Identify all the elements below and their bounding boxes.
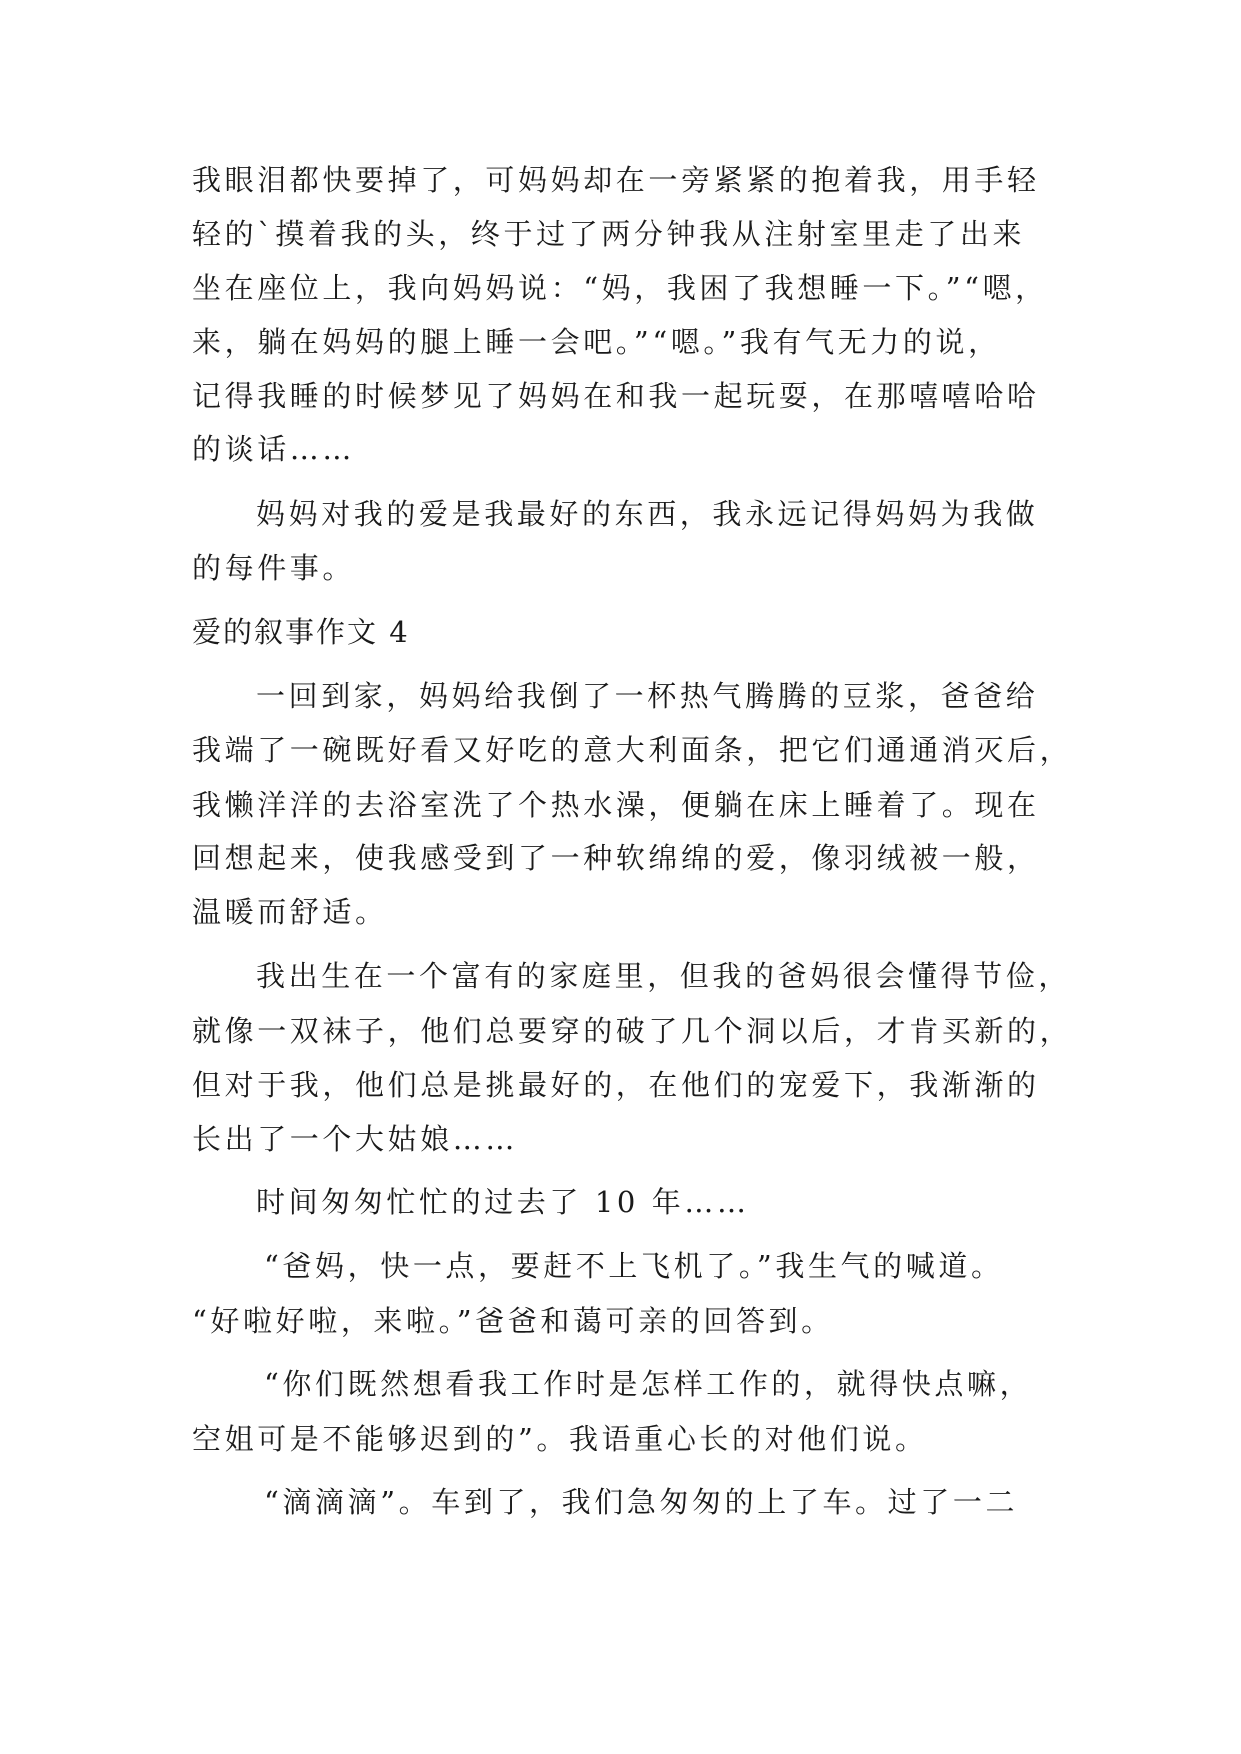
- text-line: 妈妈对我的爱是我最好的东西，我永远记得妈妈为我做: [256, 497, 1039, 531]
- text-line: 记得我睡的时候梦见了妈妈在和我一起玩耍，在那嘻嘻哈哈: [192, 379, 1040, 413]
- text-line: 来，躺在妈妈的腿上睡一会吧。”“嗯。”我有气无力的说，: [192, 325, 1001, 359]
- text-line: “滴滴滴”。车到了，我们急匆匆的上了车。过了一二: [264, 1485, 1019, 1519]
- text-line: 但对于我，他们总是挑最好的，在他们的宠爱下，我渐渐的: [192, 1068, 1040, 1102]
- text-line: 坐在座位上，我向妈妈说：“妈，我困了我想睡一下。”“嗯，: [192, 271, 1048, 305]
- text-line: “爸妈，快一点，要赶不上飞机了。”我生气的喊道。: [264, 1249, 1004, 1283]
- text-line: 一回到家，妈妈给我倒了一杯热气腾腾的豆浆，爸爸给: [256, 679, 1039, 713]
- text-line: 的谈话……: [192, 432, 356, 466]
- text-line: 长出了一个大姑娘……: [192, 1122, 519, 1156]
- text-line: 轻的`摸着我的头，终于过了两分钟我从注射室里走了出来: [192, 217, 1026, 251]
- text-line: 的每件事。: [192, 551, 356, 585]
- text-line: 我端了一碗既好看又好吃的意大利面条，把它们通通消灭后，: [192, 733, 1073, 767]
- text-line: “好啦好啦，来啦。”爸爸和蔼可亲的回答到。: [192, 1304, 834, 1338]
- text-line: 我眼泪都快要掉了，可妈妈却在一旁紧紧的抱着我，用手轻: [192, 163, 1040, 197]
- text-line: 空姐可是不能够迟到的”。我语重心长的对他们说。: [192, 1422, 928, 1456]
- section-heading: 爱的叙事作文 4: [192, 615, 410, 649]
- text-line: 就像一双袜子，他们总要穿的破了几个洞以后，才肯买新的，: [192, 1014, 1073, 1048]
- text-line: 回想起来，使我感受到了一种软绵绵的爱，像羽绒被一般，: [192, 841, 1040, 875]
- text-line: 我懒洋洋的去浴室洗了个热水澡，便躺在床上睡着了。现在: [192, 788, 1040, 822]
- text-line: 我出生在一个富有的家庭里，但我的爸妈很会懂得节俭，: [256, 959, 1072, 993]
- text-line: 温暖而舒适。: [192, 895, 388, 929]
- text-line: 时间匆匆忙忙的过去了 10 年……: [256, 1185, 750, 1219]
- text-line: “你们既然想看我工作时是怎样工作的，就得快点嘛，: [264, 1367, 1033, 1401]
